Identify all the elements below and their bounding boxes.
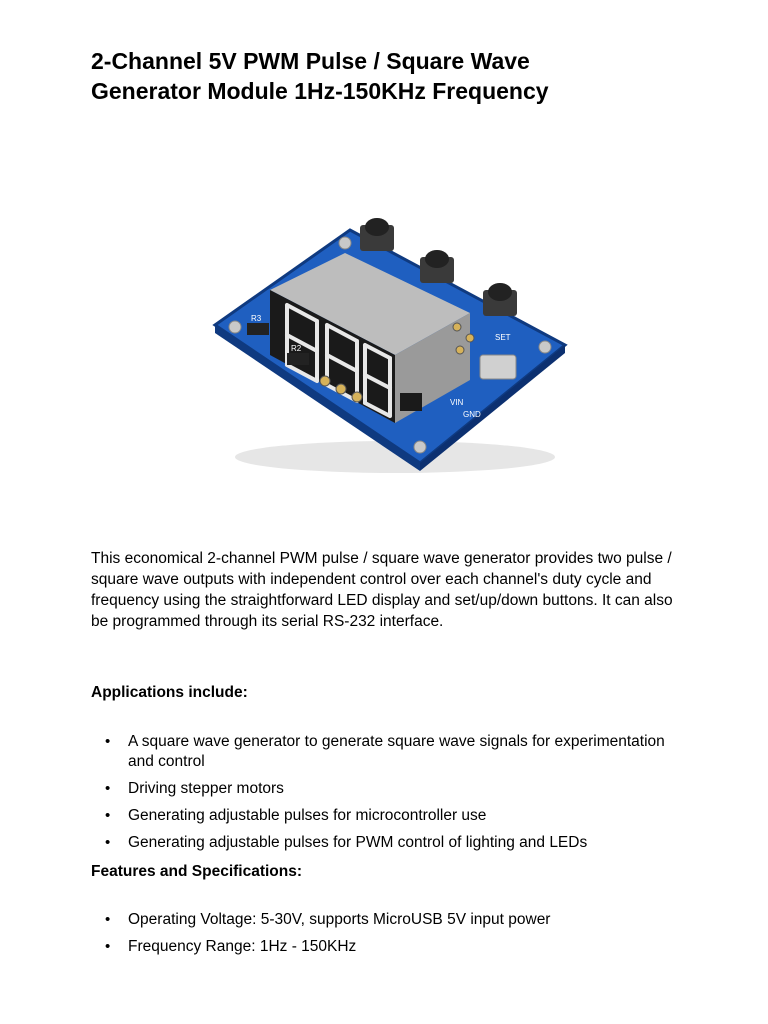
list-item-text: Generating adjustable pulses for PWM control of lighting and LEDs — [128, 834, 588, 851]
applications-list — [91, 732, 691, 860]
resistor-r3 — [247, 323, 269, 335]
applications-heading: Applications include: — [91, 684, 248, 701]
button-up — [420, 250, 454, 283]
micro-usb-port — [480, 355, 516, 379]
list-item-text: Operating Voltage: 5-30V, supports MicroUSB 5V input power — [128, 911, 551, 928]
mount-hole — [229, 321, 241, 333]
board-label: R2 — [291, 344, 302, 353]
intro-paragraph: This economical 2-channel PWM pulse / square wave generator provides two pulse / square wave outputs with independent control over each channel's duty cycle and frequency using the straightforward LED display and set/up/down buttons. It can also be programmed through its serial RS-232 interface. — [91, 550, 673, 630]
features-list — [91, 910, 691, 964]
bullet-icon: • — [105, 938, 111, 955]
bullet-icon: • — [105, 780, 111, 797]
title-line-2: Generator Module 1Hz-150KHz Frequency — [91, 78, 549, 104]
list-item — [91, 937, 691, 957]
mount-hole — [339, 237, 351, 249]
mount-hole — [414, 441, 426, 453]
button-set — [360, 218, 394, 251]
list-item-text: Frequency Range: 1Hz - 150KHz — [128, 938, 357, 955]
product-photo — [195, 195, 590, 495]
board-label: R3 — [251, 314, 262, 323]
list-item-text: Driving stepper motors — [128, 780, 284, 797]
board-label: SET — [495, 333, 511, 342]
board-label: VIN — [450, 398, 464, 407]
features-heading: Features and Specifications: — [91, 863, 303, 880]
board-label: GND — [463, 410, 481, 419]
mount-hole — [539, 341, 551, 353]
list-item — [91, 833, 691, 853]
bullet-icon: • — [105, 911, 111, 928]
ic-chip — [400, 393, 422, 411]
bullet-icon: • — [105, 733, 111, 750]
title-line-1: 2-Channel 5V PWM Pulse / Square Wave — [91, 48, 530, 74]
list-item-text: Generating adjustable pulses for microcontroller use — [128, 807, 487, 824]
list-item — [91, 732, 691, 772]
button-down — [483, 283, 517, 316]
list-item-text: A square wave generator to generate square wave signals for experimentation and control — [128, 733, 665, 770]
bullet-icon: • — [105, 807, 111, 824]
list-item — [91, 779, 691, 799]
bullet-icon: • — [105, 834, 111, 851]
resistor-r2 — [287, 353, 309, 365]
list-item — [91, 806, 691, 826]
document-title — [91, 46, 731, 106]
list-item — [91, 910, 691, 930]
